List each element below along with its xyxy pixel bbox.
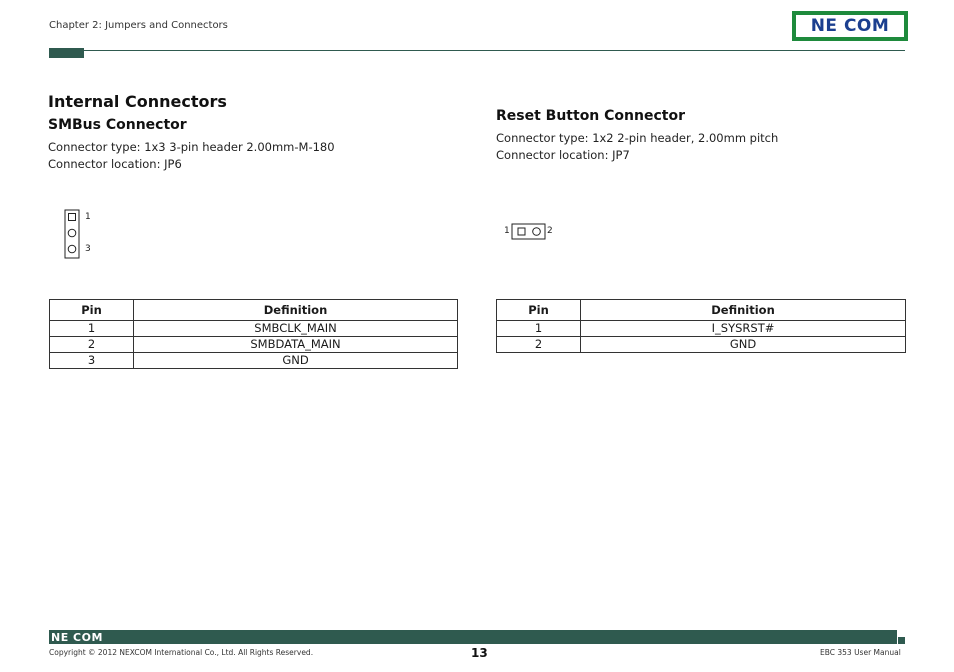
pin-3-circle	[68, 245, 76, 253]
section-title: Internal Connectors	[48, 92, 227, 111]
reset-title: Reset Button Connector	[496, 108, 685, 124]
definition-cell: GND	[581, 337, 906, 353]
table-header-definition: Definition	[581, 300, 906, 321]
pin-cell: 1	[50, 321, 134, 337]
chapter-title: Chapter 2: Jumpers and Connectors	[49, 20, 228, 31]
footer-bar	[49, 630, 890, 644]
header-rule	[49, 50, 905, 51]
reset-location: Connector location: JP7	[496, 148, 630, 162]
table-row	[497, 337, 906, 353]
pin-2-circle	[68, 229, 76, 237]
table-header-definition: Definition	[134, 300, 458, 321]
footer-square-right	[898, 637, 905, 644]
pin-2-circle	[533, 228, 541, 236]
footer-square-top	[890, 630, 897, 637]
smbus-pin-label-3: 3	[85, 244, 91, 254]
nexcom-logo	[792, 11, 908, 41]
definition-cell: SMBCLK_MAIN	[134, 321, 458, 337]
reset-type: Connector type: 1x2 2-pin header, 2.00mm pitch	[496, 131, 779, 145]
smbus-pin-diagram	[60, 205, 100, 263]
definition-cell: I_SYSRST#	[581, 321, 906, 337]
reset-pin-label-1: 1	[504, 226, 510, 236]
reset-pin-diagram	[510, 222, 548, 242]
reset-pin-table	[496, 299, 906, 353]
manual-name: EBC 353 User Manual	[820, 648, 901, 657]
footer-logo: NE COM	[51, 631, 103, 644]
table-row	[50, 321, 458, 337]
smbus-pin-label-1: 1	[85, 212, 91, 222]
pin-cell: 2	[50, 337, 134, 353]
pin-cell: 2	[497, 337, 581, 353]
smbus-type: Connector type: 1x3 3-pin header 2.00mm-M-180	[48, 140, 335, 154]
table-header-pin: Pin	[497, 300, 581, 321]
smbus-pin-table	[49, 299, 458, 369]
table-row	[497, 321, 906, 337]
page-number: 13	[471, 646, 488, 660]
smbus-title: SMBus Connector	[48, 117, 187, 133]
pin-1-square	[69, 214, 76, 221]
table-row	[50, 337, 458, 353]
header-accent-block	[49, 48, 84, 58]
header-outline	[65, 210, 79, 258]
table-row	[50, 353, 458, 369]
definition-cell: SMBDATA_MAIN	[134, 337, 458, 353]
definition-cell: GND	[134, 353, 458, 369]
footer-square-bottom	[890, 637, 897, 644]
pin-1-square	[518, 228, 525, 235]
logo-text: NE COM	[810, 16, 890, 36]
table-header-pin: Pin	[50, 300, 134, 321]
smbus-location: Connector location: JP6	[48, 157, 182, 171]
pin-cell: 3	[50, 353, 134, 369]
reset-pin-label-2: 2	[547, 226, 553, 236]
pin-cell: 1	[497, 321, 581, 337]
copyright-text: Copyright © 2012 NEXCOM International Co., Ltd. All Rights Reserved.	[49, 648, 314, 657]
